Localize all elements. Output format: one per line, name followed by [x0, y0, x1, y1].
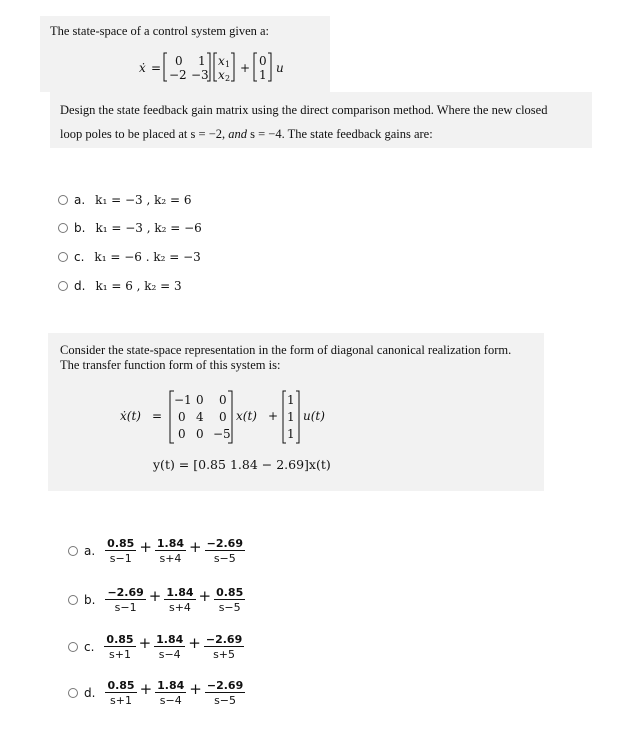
fraction: $\frac{0.85}{s-1}$: [107, 537, 135, 565]
q1-state-equation: [135, 48, 325, 89]
svg-text:1: 1: [287, 410, 295, 424]
svg-text:0: 0: [219, 393, 227, 407]
svg-text:+: +: [268, 409, 279, 423]
svg-text:ẋ: ẋ: [139, 61, 146, 75]
q2-option-a[interactable]: a. $\frac{0.85}{s-1}$ + $\frac{1.84}{s+4}$ + $\frac{-2.69}{s-5}$: [68, 537, 245, 565]
fraction: $\frac{0.85}{s-5}$: [216, 586, 244, 614]
svg-text:1: 1: [287, 393, 295, 407]
svg-text:ẋ(t): ẋ(t): [120, 409, 141, 423]
fraction: $\frac{0.85}{s+1}$: [107, 679, 135, 707]
q2-question-box: [48, 333, 544, 491]
q1-option-a[interactable]: a. k₁ = −3 , k₂ = 6: [58, 193, 191, 207]
svg-text:x(t): x(t): [236, 409, 257, 423]
radio-button[interactable]: [68, 688, 78, 698]
svg-text:0: 0: [178, 410, 186, 424]
q1-option-d[interactable]: d. k₁ = 6 , k₂ = 3: [58, 279, 182, 293]
q2-state-equation-svg: [116, 387, 376, 447]
q2-option-b[interactable]: b. $\frac{-2.69}{s-1}$ + $\frac{1.84}{s+4}$ + $\frac{0.85}{s-5}$: [68, 586, 245, 614]
svg-text:0: 0: [259, 54, 267, 68]
svg-text:1: 1: [198, 54, 206, 68]
q1-statement: [50, 92, 592, 148]
fraction: $\frac{1.84}{s-4}$: [157, 679, 185, 707]
fraction: $\frac{-2.69}{s-5}$: [206, 679, 244, 707]
radio-button[interactable]: [58, 252, 68, 262]
svg-text:x: x: [218, 54, 225, 68]
q2-option-c[interactable]: c. $\frac{0.85}{s+1}$ + $\frac{1.84}{s-4}$ + $\frac{-2.69}{s+5}$: [68, 633, 244, 661]
q1-header-box: [40, 16, 330, 92]
q2-statement: [60, 343, 511, 373]
svg-text:−5: −5: [213, 427, 231, 441]
svg-text:u: u: [276, 61, 284, 75]
radio-button[interactable]: [68, 546, 78, 556]
fraction: $\frac{1.84}{s+4}$: [166, 586, 194, 614]
q1-statement-line2: loop poles to be placed at s = −2, and s = −4. The state feedback gains are:: [60, 127, 433, 141]
fraction: $\frac{-2.69}{s+5}$: [205, 633, 243, 661]
q1-option-d-text: k₁ = 6 , k₂ = 3: [95, 279, 182, 293]
svg-text:=: =: [151, 61, 162, 75]
svg-text:−1: −1: [174, 393, 192, 407]
fraction: $\frac{1.84}{s-4}$: [156, 633, 184, 661]
svg-text:−3: −3: [191, 68, 209, 82]
svg-text:0: 0: [178, 427, 186, 441]
q2-statement-line2: The transfer function form of this system is:: [60, 358, 281, 372]
svg-text:1: 1: [259, 68, 267, 82]
svg-text:0: 0: [219, 410, 227, 424]
q2-output-equation: y(t) = [0.85 1.84 − 2.69]x(t): [153, 457, 331, 472]
fraction: $\frac{-2.69}{s-5}$: [206, 537, 243, 565]
q1-option-a-text: k₁ = −3 , k₂ = 6: [95, 193, 192, 207]
svg-text:0: 0: [175, 54, 183, 68]
fraction: $\frac{1.84}{s+4}$: [156, 537, 185, 565]
svg-text:u(t): u(t): [303, 409, 325, 423]
radio-button[interactable]: [58, 195, 68, 205]
svg-text:1: 1: [287, 427, 295, 441]
radio-button[interactable]: [68, 642, 78, 652]
svg-text:4: 4: [196, 410, 204, 424]
fraction: $\frac{-2.69}{s-1}$: [107, 586, 144, 614]
q2-option-d[interactable]: d. $\frac{0.85}{s+1}$ + $\frac{1.84}{s-4}$ + $\frac{-2.69}{s-5}$: [68, 679, 245, 707]
svg-text:−2: −2: [169, 68, 187, 82]
q1-option-c-text: k₁ = −6 . k₂ = −3: [94, 250, 201, 264]
radio-button[interactable]: [58, 281, 68, 291]
q2-state-equation: [116, 387, 376, 452]
q1-option-b-text: k₁ = −3 , k₂ = −6: [95, 221, 202, 235]
svg-text:0: 0: [196, 393, 204, 407]
svg-text:0: 0: [196, 427, 204, 441]
q1-title: The state-space of a control system given a:: [50, 24, 270, 38]
q1-option-b[interactable]: b. k₁ = −3 , k₂ = −6: [58, 221, 202, 235]
svg-text:2: 2: [225, 74, 231, 83]
svg-text:x: x: [218, 68, 225, 82]
q2-statement-line1: Consider the state-space representation in the form of diagonal canonical realization form.: [60, 343, 512, 357]
radio-button[interactable]: [68, 595, 78, 605]
fraction: $\frac{0.85}{s+1}$: [106, 633, 134, 661]
q1-state-equation-svg: [135, 48, 325, 86]
radio-button[interactable]: [58, 223, 68, 233]
svg-text:=: =: [152, 409, 163, 423]
q1-option-c[interactable]: c. k₁ = −6 . k₂ = −3: [58, 250, 201, 264]
svg-text:1: 1: [225, 60, 231, 69]
svg-text:+: +: [240, 61, 251, 75]
q1-statement-line1: Design the state feedback gain matrix using the direct comparison method. Where the new closed: [60, 103, 548, 117]
